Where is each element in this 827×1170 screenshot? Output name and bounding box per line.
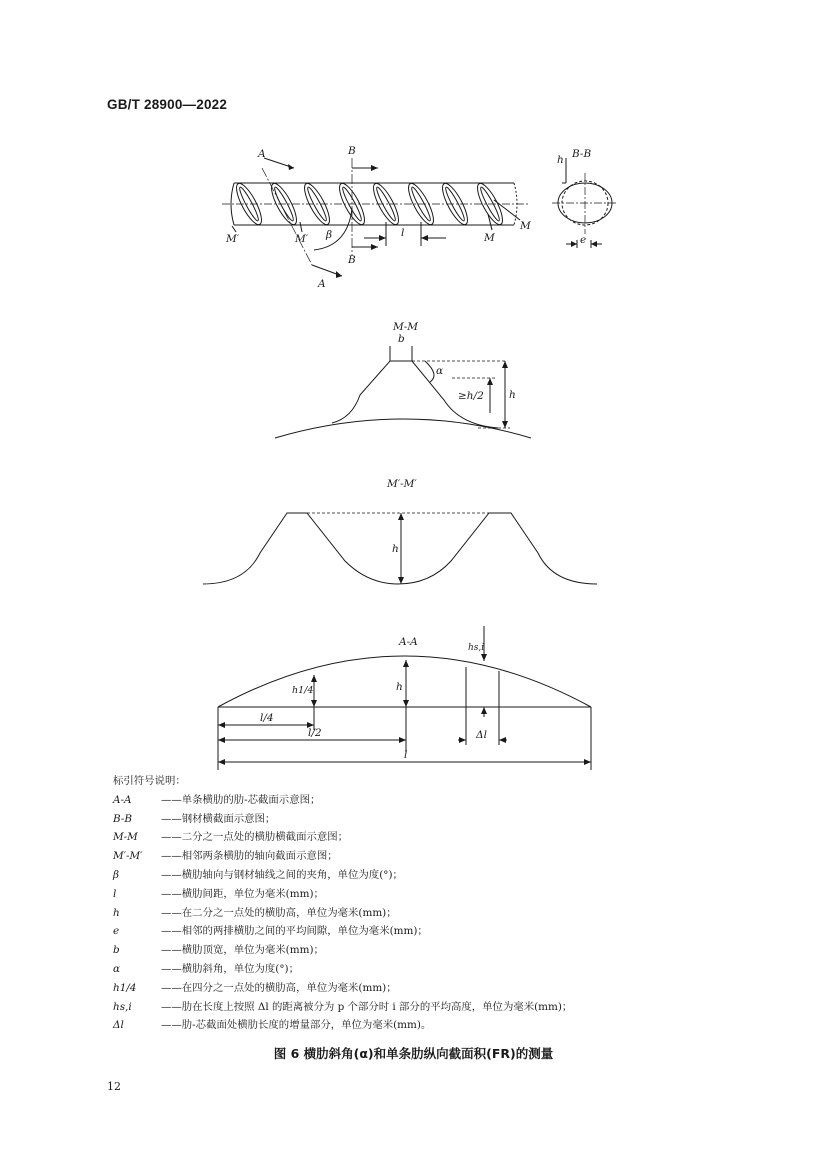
aa-height-h: h (396, 681, 403, 693)
legend-item (113, 1016, 432, 1035)
legend-item (113, 791, 321, 810)
aa-quarter-height: h1/4 (292, 685, 314, 696)
label-section-bb: B-B (572, 148, 592, 160)
legend-description: ——相邻两条横肋的轴向截面示意图； (161, 850, 338, 863)
legend-description: ——横肋斜角，单位为度(°)； (161, 962, 299, 975)
legend-item (113, 941, 324, 960)
legend-item (113, 979, 397, 998)
aa-title: A-A (399, 636, 418, 648)
legend-description: ——肋-芯截面处横肋长度的增量部分，单位为毫米(mm)。 (161, 1019, 432, 1032)
label-rib-spacing: l (401, 227, 405, 239)
label-b-top: B (348, 145, 356, 157)
legend-description: ——在四分之一点处的横肋高，单位为毫米(mm)； (161, 981, 397, 994)
legend-description: ——钢材横截面示意图； (161, 812, 276, 825)
label-a-top: A (258, 148, 266, 160)
legend-description: ——单条横肋的肋-芯截面示意图； (161, 793, 321, 806)
label-m-right: M (520, 220, 531, 232)
legend-description: ——在二分之一点处的横肋高，单位为毫米(mm)； (161, 906, 397, 919)
legend-item (113, 828, 349, 847)
legend-symbol: M′-M′ (113, 850, 143, 863)
legend-symbol: h1/4 (113, 981, 137, 994)
mm-height-h: h (509, 389, 516, 401)
mm-top-width-b: b (398, 333, 405, 345)
mm-alpha: α (436, 365, 444, 377)
aa-half-length: l/2 (308, 727, 322, 739)
symbol-legend (113, 772, 573, 1035)
label-b-bottom: B (348, 254, 356, 266)
mpmp-height-h: h (392, 543, 399, 555)
label-gap-e: e (580, 234, 587, 246)
legend-description: ——相邻的两排横肋之间的平均间隙，单位为毫米(mm)； (161, 925, 428, 938)
legend-symbol: M-M (113, 831, 138, 844)
legend-description: ——横肋间距，单位为毫米(mm)； (161, 887, 324, 900)
page-number: 12 (107, 1080, 121, 1093)
mm-title: M-M (393, 321, 419, 333)
legend-item (113, 847, 338, 866)
legend-item (113, 866, 403, 885)
aa-segment-height: hs,i (468, 643, 485, 653)
legend-symbol: e (113, 925, 120, 938)
aa-quarter-length: l/4 (260, 712, 274, 724)
legend-symbol: Δl (113, 1019, 124, 1032)
legend-symbol: B-B (113, 812, 132, 825)
legend-item (113, 904, 397, 923)
label-m-left: M (484, 232, 495, 244)
legend-item (113, 998, 573, 1017)
figure-caption: 图 6 横肋斜角(α)和单条肋纵向截面积(FR)的测量 (273, 1046, 554, 1061)
legend-symbol: l (113, 887, 117, 900)
label-m-prime-mid: M′ (295, 233, 309, 245)
legend-title (113, 772, 186, 791)
label-rib-height-bb: h (557, 154, 564, 166)
legend-symbol: b (113, 944, 120, 957)
aa-length-l: l (404, 749, 408, 761)
label-m-prime-left: M′ (226, 233, 240, 245)
legend-description: ——二分之一点处的横肋横截面示意图； (161, 831, 349, 844)
legend-symbol: A-A (113, 793, 132, 806)
legend-symbol: β (113, 868, 120, 881)
legend-item (113, 960, 299, 979)
legend-title-text: 标引符号说明： (113, 775, 186, 787)
mpmp-title: M′-M′ (387, 478, 417, 490)
legend-item (113, 810, 276, 829)
aa-delta-l: Δl (476, 729, 487, 741)
standard-code-header: GB/T 28900—2022 (107, 97, 228, 112)
legend-symbol: α (113, 962, 121, 975)
legend-item (113, 922, 428, 941)
legend-symbol: h (113, 906, 120, 919)
mm-half-height: ≥h/2 (458, 390, 484, 402)
legend-symbol: hs,i (113, 1000, 132, 1013)
label-beta: β (326, 229, 333, 241)
legend-description: ——横肋轴向与钢材轴线之间的夹角，单位为度(°)； (161, 868, 403, 881)
legend-description: ——肋在长度上按照 Δl 的距离被分为 p 个部分时 i 部分的平均高度，单位为毫米(mm)； (161, 1000, 573, 1013)
legend-description: ——横肋顶宽，单位为毫米(mm)； (161, 944, 324, 957)
legend-item (113, 885, 324, 904)
label-a-bottom: A (318, 278, 326, 290)
